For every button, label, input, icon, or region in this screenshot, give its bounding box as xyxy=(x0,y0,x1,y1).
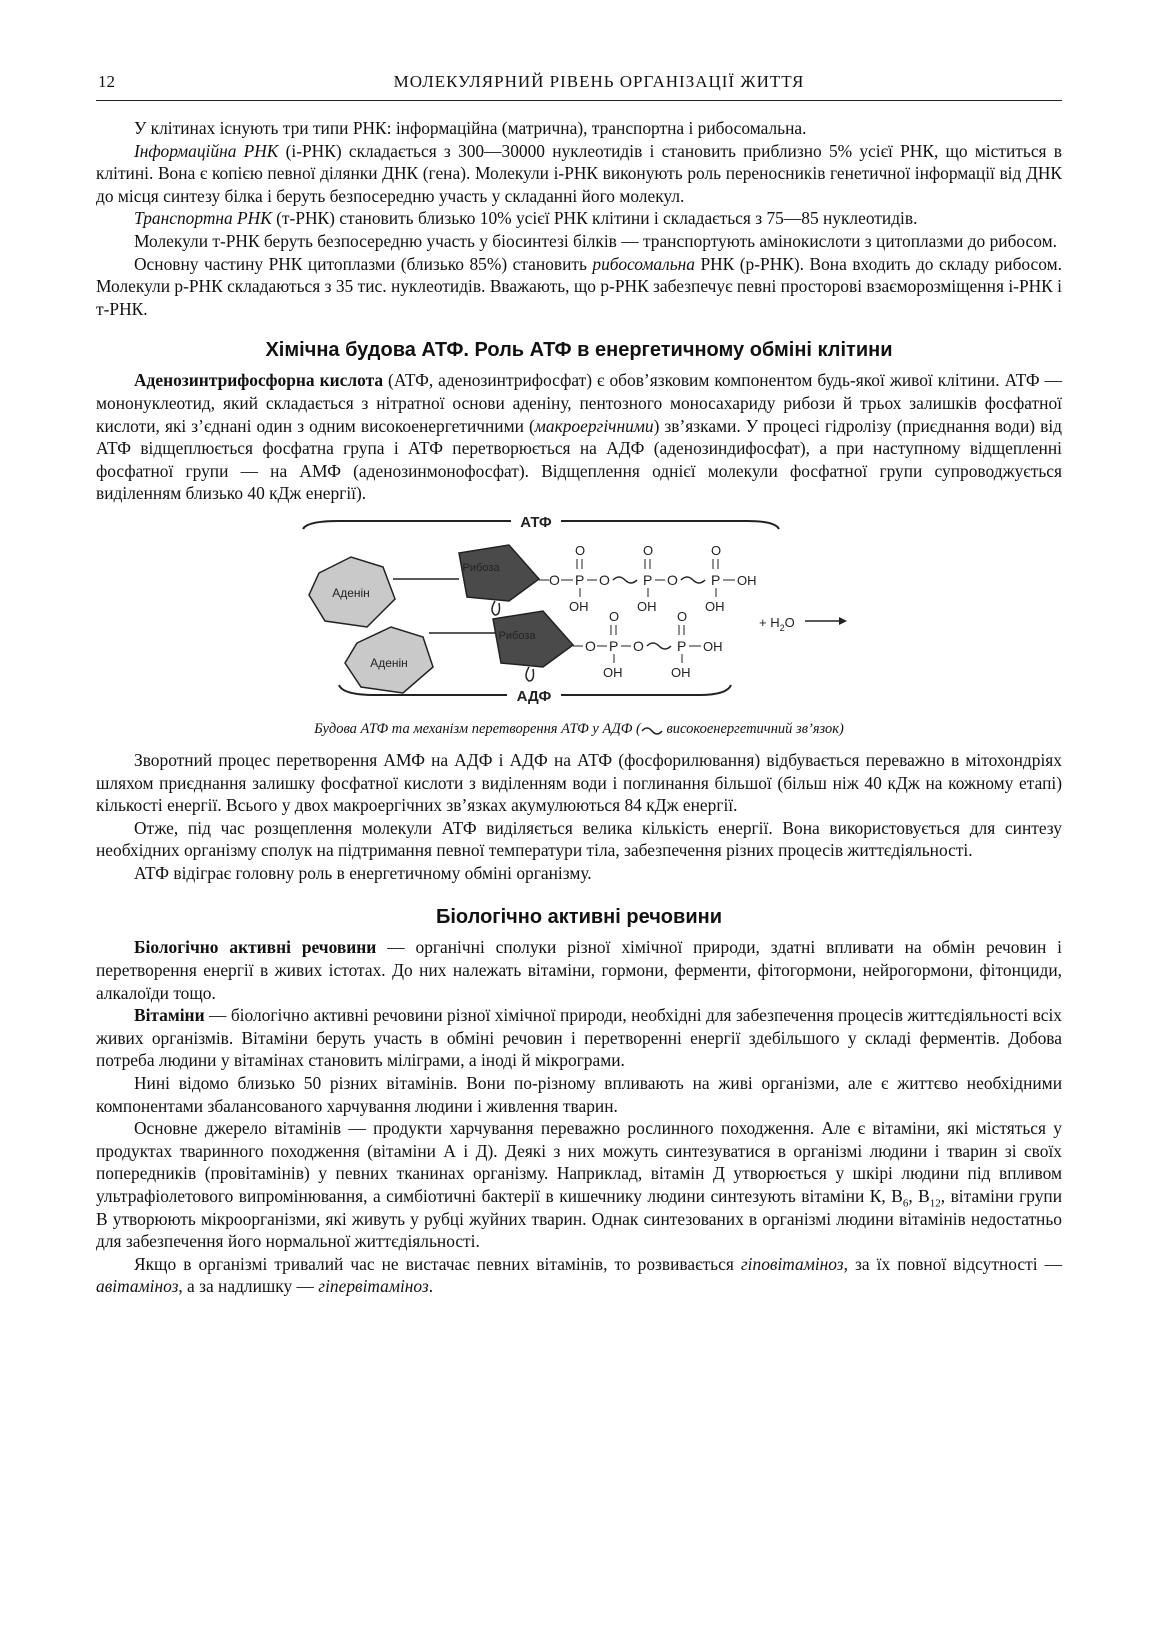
term-bioactive: Біологічно активні речовини xyxy=(134,937,377,958)
water-label: + $H_2O$ xyxy=(759,614,795,633)
svg-text:OH: OH xyxy=(671,664,691,680)
ribose-label-adp: Рибоза xyxy=(498,629,536,642)
bio-paragraph-2: Вітаміни — біологічно активні речовини різної хімічної природи, необхідні для забезпечення процесів життєдіяльності всіх живих організмів. Вітаміни беруть участь в обміні речовин і перетворенні енергії здебільшого у складі ферментів. Добова потреба людини у вітамінах становить міліграми, а іноді й мікрограми. xyxy=(96,1005,1062,1071)
bio-paragraph-4: Основне джерело вітамінів — продукти харчування переважно рослинного походження. Але є вітаміни, які містяться у продуктах тваринного походження (вітаміни А і Д). Деякі з них можуть синтезуватися в організмі людини і тварин зі своїх попередників (провітамінів) у певних тканинах організму. Наприклад, вітамін Д утворюється у шкірі людини під впливом ультрафіолетового випромінювання, а симбіотичні бактерії в кишечнику людини синтезують вітаміни К, $В_6$, $В_{12}$, вітаміни групи В утворюють мікроорганізми, які живуть у рубці жуйних тварин. Однак синтезованих в організмі людини вітамінів недостатньо для забезпечення його нормальної життєдіяльності. xyxy=(96,1118,1063,1252)
adenine-label-atp: Аденін xyxy=(332,585,370,600)
ribose-label-atp: Рибоза xyxy=(462,561,500,574)
rna-paragraph-4: Молекули т-РНК беруть безпосередню участь у біосинтезі білків — транспортують амінокислоти з цитоплазми до рибосом. xyxy=(134,230,1057,251)
rna-paragraph-5: Основну частину РНК цитоплазми (близько 85%) становить рибосомальна РНК (р-РНК). Вона входить до складу рибосом. Молекули р-РНК складаються з 35 тис. нуклеотидів. Вважають, що р-РНК забезпечує певні просторові взаєморозміщення і-РНК і т-РНК. xyxy=(96,253,1062,319)
svg-text:OH: OH xyxy=(703,638,723,654)
term-mrna: Інформаційна РНК xyxy=(134,140,279,161)
svg-text:O: O xyxy=(643,542,654,558)
svg-text:P: P xyxy=(643,571,653,588)
page xyxy=(96,66,1062,1298)
atp-paragraph-4: АТФ відіграє головну роль в енергетичному обміні організму. xyxy=(134,862,592,883)
svg-text:P: P xyxy=(677,637,687,654)
running-header xyxy=(96,66,1062,101)
svg-text:O: O xyxy=(575,542,586,558)
atp-label: АТФ xyxy=(520,514,552,531)
section-heading-atp: Хімічна будова АТФ. Роль АТФ в енергетичному обміні клітини xyxy=(265,339,893,362)
svg-text:O: O xyxy=(677,608,688,624)
figure-caption: Будова АТФ та механізм перетворення АТФ у АДФ ( високоенергетичний зв’язок) xyxy=(314,720,844,737)
svg-text:OH: OH xyxy=(737,572,757,588)
svg-text:O: O xyxy=(667,571,678,588)
page-number: 12 xyxy=(98,72,115,91)
svg-text:O: O xyxy=(609,608,620,624)
high-energy-bond-icon xyxy=(641,725,663,735)
svg-text:O: O xyxy=(585,637,596,654)
atp-structure-figure xyxy=(299,515,859,713)
running-title: МОЛЕКУЛЯРНИЙ РІВЕНЬ ОРГАНІЗАЦІЇ ЖИТТЯ xyxy=(393,72,805,91)
term-vitamins: Вітаміни xyxy=(134,1005,205,1026)
rna-paragraph-2: Інформаційна РНК (і-РНК) складається з 300—30000 нуклеотидів і становить приблизно 5% усієї РНК, що міститься в клітині. Вона є копією певної ділянки ДНК (гена). Молекули і-РНК виконують роль переносників генетичної інформації від ДНК до місця синтезу білка і беруть безпосередню участь у складанні його молекул. xyxy=(96,140,1062,206)
adp-label: АДФ xyxy=(516,687,552,705)
svg-text:P: P xyxy=(711,571,721,588)
rna-paragraph-3: Транспортна РНК (т-РНК) становить близько 10% усієї РНК клітини і складається з 75—85 нуклеотидів. xyxy=(134,208,918,229)
svg-text:OH: OH xyxy=(705,598,725,614)
atp-diagram xyxy=(299,515,859,713)
svg-text:OH: OH xyxy=(569,598,589,614)
svg-text:P: P xyxy=(609,637,619,654)
svg-text:OH: OH xyxy=(637,598,657,614)
atp-paragraph-2: Зворотний процес перетворення АМФ на АДФ і АДФ на АТФ (фосфорилювання) відбувається переважно в мітохондріях шляхом приєднання залишку фосфатної кислоти з виділенням води і поглинання більшої (більш ніж 40 кДж на кожному етапі) кількості енергії. Всього у двох макроергічних зв’язках акумулюються 84 кДж енергії. xyxy=(96,749,1062,816)
svg-text:OH: OH xyxy=(603,664,623,680)
atp-paragraph-3: Отже, під час розщеплення молекули АТФ виділяється велика кількість енергії. Вона використовується для синтезу необхідних організму сполук на підтримання певної температури тіла, забезпечення різних процесів життєдіяльності. xyxy=(96,817,1062,861)
svg-text:O: O xyxy=(549,571,560,588)
rna-paragraph-1: У клітинах існують три типи РНК: інформаційна (матрична), транспортна і рибосомальна. xyxy=(134,118,807,138)
svg-text:P: P xyxy=(575,571,585,588)
adenine-label-adp: Аденін xyxy=(370,655,408,670)
term-rrna: рибосомальна xyxy=(592,253,695,274)
svg-text:O: O xyxy=(711,542,722,558)
atp-paragraph-1: Аденозинтрифосфорна кислота (АТФ, аденозинтрифосфат) є обов’язковим компонентом будь-якої живої клітини. АТФ — мононуклеотид, який складається з нітратної основи аденіну, пентозного моносахариду рибози й трьох залишків фосфатної кислоти, які з’єднані один з одним високоенергетичними (макроергічними) зв’язками. У процесі гідролізу (приєднання води) від АТФ відщеплюється фосфатна група і АТФ перетворюється на АДФ (аденозиндифосфат), а при наступному відщепленні фосфатної групи — на АМФ (аденозинмонофосфат). Відщеплення однієї молекули фосфатної групи супроводжується виділенням близько 40 кДж енергії). xyxy=(96,370,1063,504)
section-heading-bioactive: Біологічно активні речовини xyxy=(435,906,722,929)
bio-paragraph-3: Нині відомо близько 50 різних вітамінів. Вони по-різному впливають на живі організми, але є життєво необхідними компонентами збалансованого харчування людини і живлення тварин. xyxy=(96,1073,1062,1116)
page-body xyxy=(96,117,1062,1298)
svg-text:O: O xyxy=(599,571,610,588)
bio-paragraph-1: Біологічно активні речовини — органічні сполуки різної хімічної природи, здатні впливати на обмін речовин і перетворення енергії в живих істотах. До них належать вітаміни, гормони, ферменти, фітогормони, нейрогормони, фітонциди, алкалоїди тощо. xyxy=(96,937,1062,1003)
term-atp: Аденозинтрифосфорна кислота xyxy=(134,370,384,391)
term-trna: Транспортна РНК xyxy=(134,208,272,229)
svg-text:O: O xyxy=(633,637,644,654)
bio-paragraph-5: Якщо в організмі тривалий час не вистачає певних вітамінів, то розвивається гіповітаміноз, за їх повної відсутності — авітаміноз, а за надлишку — гіпервітаміноз. xyxy=(96,1253,1063,1297)
